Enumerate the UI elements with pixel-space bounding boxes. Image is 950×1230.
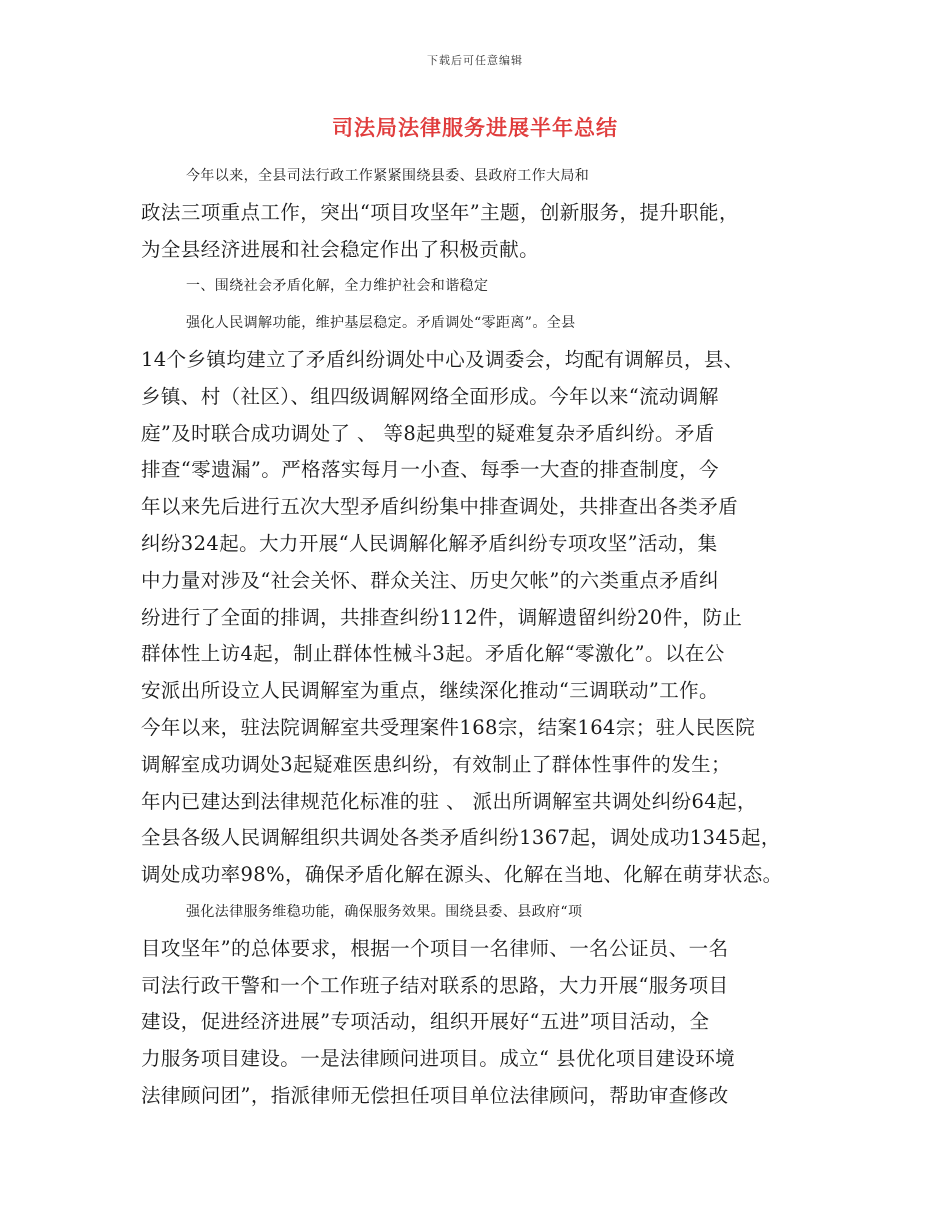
body-line: 一、围绕社会矛盾化解，全力维护社会和谐稳定 [186, 278, 489, 295]
body-line: 力服务项目建设。一是法律顾问进项目。成立“ 县优化项目建设环境 [141, 1047, 736, 1071]
body-line: 纷进行了全面的排调，共排查纠纷112件，调解遗留纠纷20件，防止 [141, 605, 743, 629]
body-line: 强化人民调解功能，维护基层稳定。矛盾调处“零距离”。全县 [186, 315, 576, 332]
body-line: 排查“零遗漏”。严格落实每月一小查、每季一大查的排查制度，今 [141, 458, 719, 482]
header-note: 下载后可任意编辑 [427, 54, 523, 67]
body-line: 乡镇、村（社区）、组四级调解网络全面形成。今年以来“流动调解 [141, 384, 719, 408]
body-line: 建设，促进经济进展”专项活动，组织开展好“五进”项目活动，全 [141, 1010, 710, 1034]
body-line: 庭”及时联合成功调处了 、 等8起典型的疑难复杂矛盾纠纷。矛盾 [141, 421, 715, 445]
body-line: 为全县经济进展和社会稳定作出了积极贡献。 [141, 237, 540, 261]
document-title: 司法局法律服务进展半年总结 [332, 115, 618, 140]
body-line: 调处成功率98%，确保矛盾化解在源头、化解在当地、化解在萌芽状态。 [141, 863, 783, 887]
document-body [141, 158, 831, 1115]
body-line: 纠纷324起。大力开展“人民调解化解矛盾纠纷专项攻坚”活动，集 [141, 531, 718, 555]
body-line: 司法行政干警和一个工作班子结对联系的思路，大力开展“服务项目 [141, 973, 729, 997]
body-line: 目攻坚年”的总体要求，根据一个项目一名律师、一名公证员、一名 [141, 936, 729, 960]
body-line: 强化法律服务维稳功能，确保服务效果。围绕县委、县政府“项 [186, 903, 583, 920]
body-line: 政法三项重点工作，突出“项目攻坚年”主题，创新服务，提升职能， [141, 200, 739, 224]
body-line: 全县各级人民调解组织共调处各类矛盾纠纷1367起，调处成功1345起， [141, 826, 781, 850]
body-line: 年内已建达到法律规范化标准的驻 、 派出所调解室共调处纠纷64起， [141, 789, 757, 813]
body-line: 中力量对涉及“社会关怀、群众关注、历史欠帐”的六类重点矛盾纠 [141, 568, 719, 592]
body-line: 14个乡镇均建立了矛盾纠纷调处中心及调委会，均配有调解员，县、 [141, 347, 744, 371]
body-line: 调解室成功调处3起疑难医患纠纷，有效制止了群体性事件的发生； [141, 752, 731, 776]
body-line: 法律顾问团”，指派律师无偿担任项目单位法律顾问，帮助审查修改 [141, 1083, 729, 1107]
body-line: 年以来先后进行五次大型矛盾纠纷集中排查调处，共排查出各类矛盾 [141, 495, 739, 519]
body-line: 今年以来，全县司法行政工作紧紧围绕县委、县政府工作大局和 [186, 168, 590, 184]
body-line: 安派出所设立人民调解室为重点，继续深化推动“三调联动”工作。 [141, 679, 719, 703]
body-line: 今年以来，驻法院调解室共受理案件168宗，结案164宗；驻人民医院 [141, 715, 756, 739]
body-line: 群体性上访4起，制止群体性械斗3起。矛盾化解“零激化”。以在公 [141, 642, 725, 666]
